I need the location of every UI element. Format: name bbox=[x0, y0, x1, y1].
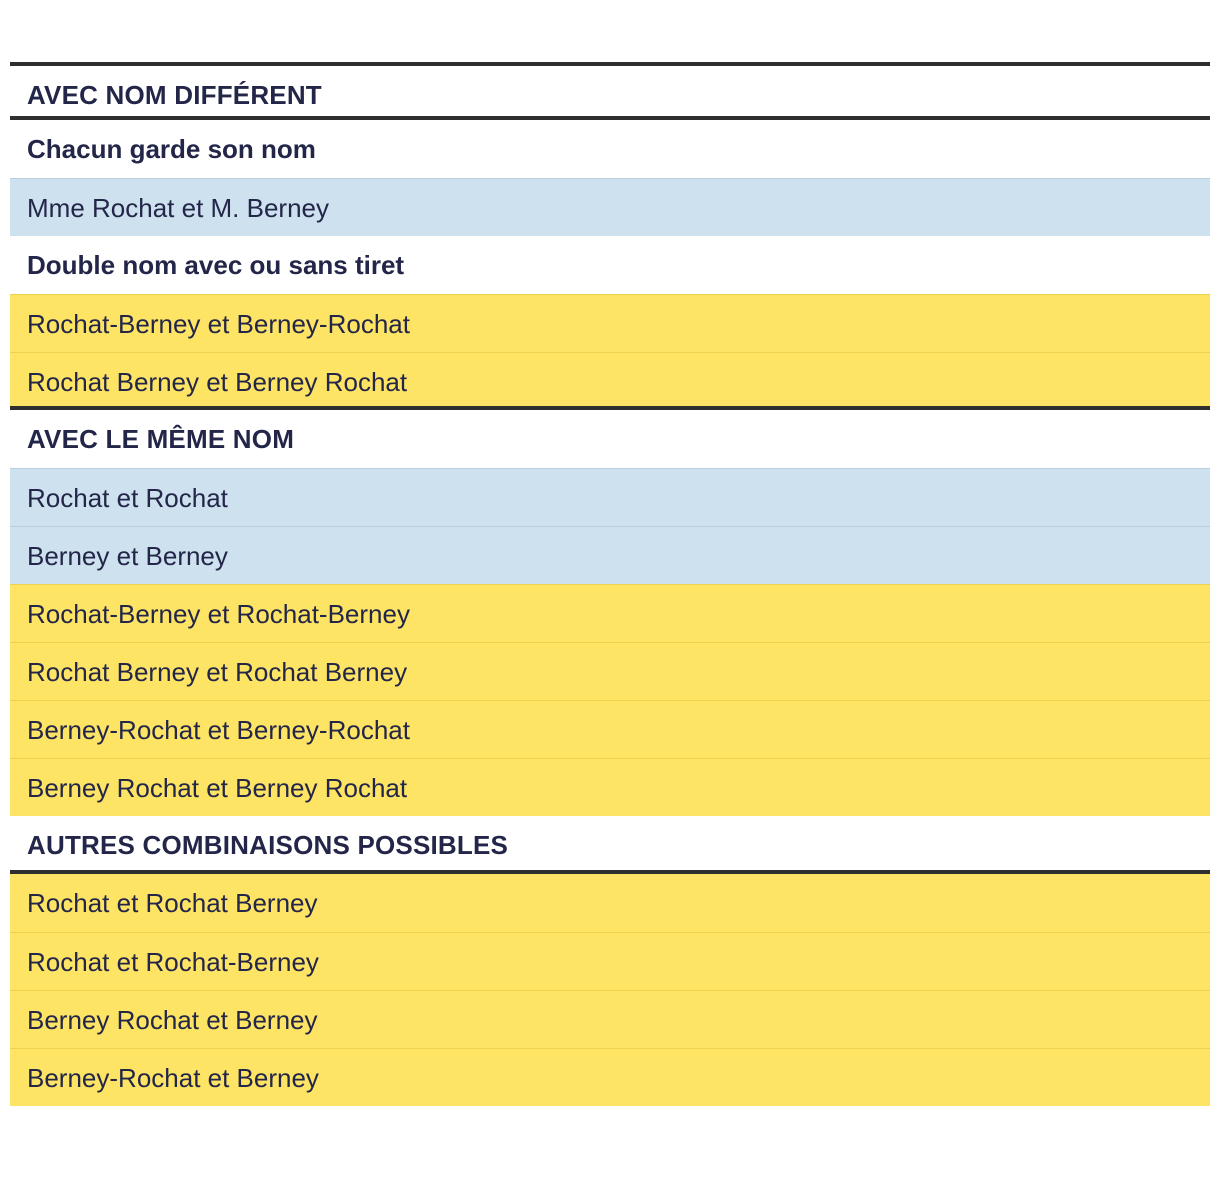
table-row: Rochat-Berney et Berney-Rochat bbox=[10, 294, 1210, 352]
section-header-other-combinations: AUTRES COMBINAISONS POSSIBLES bbox=[10, 816, 1210, 874]
table-row: Rochat et Rochat-Berney bbox=[10, 932, 1210, 990]
table-row: Berney-Rochat et Berney bbox=[10, 1048, 1210, 1106]
table-row: Rochat et Rochat bbox=[10, 468, 1210, 526]
group-label-double-name: Double nom avec ou sans tiret bbox=[10, 236, 1210, 294]
table-row: Rochat-Berney et Rochat-Berney bbox=[10, 584, 1210, 642]
group-label-each-keeps-name: Chacun garde son nom bbox=[10, 120, 1210, 178]
name-combinations-table bbox=[10, 62, 1210, 1106]
table-row: Berney Rochat et Berney Rochat bbox=[10, 758, 1210, 816]
table-row: Berney Rochat et Berney bbox=[10, 990, 1210, 1048]
table-row: Mme Rochat et M. Berney bbox=[10, 178, 1210, 236]
section-header-same-name: AVEC LE MÊME NOM bbox=[10, 410, 1210, 468]
table-row: Berney et Berney bbox=[10, 526, 1210, 584]
table-row: Berney-Rochat et Berney-Rochat bbox=[10, 700, 1210, 758]
section-header-different-name: AVEC NOM DIFFÉRENT bbox=[10, 62, 1210, 120]
table-row: Rochat Berney et Rochat Berney bbox=[10, 642, 1210, 700]
table-row: Rochat Berney et Berney Rochat bbox=[10, 352, 1210, 410]
table-row: Rochat et Rochat Berney bbox=[10, 874, 1210, 932]
